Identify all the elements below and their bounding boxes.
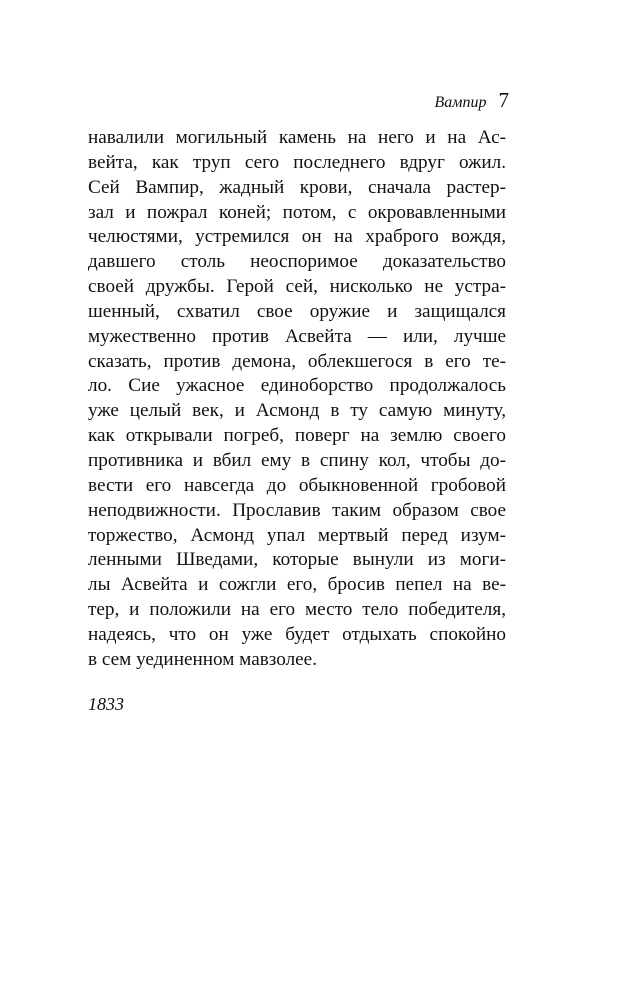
body-text bbox=[88, 126, 506, 673]
text-line: Сей Вампир, жадный крови, сначала растер- bbox=[88, 176, 506, 198]
text-line: вести его навсегда до обыкновенной гробовой bbox=[88, 474, 506, 496]
text-line: торжество, Асмонд упал мертвый перед изум- bbox=[88, 524, 506, 546]
text-line: шенный, схватил свое оружие и защищался bbox=[88, 300, 506, 322]
date-signature: 1833 bbox=[88, 694, 124, 714]
text-line: лы Асвейта и сожгли его, бросив пепел на ве- bbox=[88, 574, 506, 596]
running-title: Вампир bbox=[434, 94, 487, 111]
text-line: зал и пожрал коней; потом, с окровавленными bbox=[88, 201, 506, 223]
text-line: давшего столь неоспоримое доказательство bbox=[88, 251, 506, 273]
text-line: неподвижности. Прославив таким образом свое bbox=[88, 499, 506, 521]
text-line: ло. Сие ужасное единоборство продолжалось bbox=[88, 375, 506, 397]
text-line: как открывали погреб, поверг на землю своего bbox=[88, 425, 506, 447]
page-number: 7 bbox=[498, 88, 509, 112]
text-line: уже целый век, и Асмонд в ту самую минуту, bbox=[88, 400, 506, 422]
text-line: вейта, как труп сего последнего вдруг ожил. bbox=[88, 151, 506, 173]
text-line: сказать, против демона, облекшегося в его те- bbox=[88, 350, 506, 372]
text-line: надеясь, что он уже будет отдыхать спокойно bbox=[88, 623, 506, 645]
text-line: мужественно против Асвейта — или, лучше bbox=[88, 325, 506, 347]
text-line: тер, и положили на его место тело победителя, bbox=[88, 599, 506, 621]
page-header bbox=[435, 88, 509, 113]
text-line: ленными Шведами, которые вынули из моги- bbox=[88, 549, 506, 571]
text-line: в сем уединенном мавзолее. bbox=[88, 648, 317, 670]
text-line: навалили могильный камень на него и на Ас- bbox=[88, 127, 506, 148]
text-line: челюстями, устремился он на храброго вождя, bbox=[88, 226, 506, 248]
text-line: противника и вбил ему в спину кол, чтобы до- bbox=[88, 449, 506, 471]
text-line: своей дружбы. Герой сей, нисколько не устра- bbox=[88, 276, 506, 298]
